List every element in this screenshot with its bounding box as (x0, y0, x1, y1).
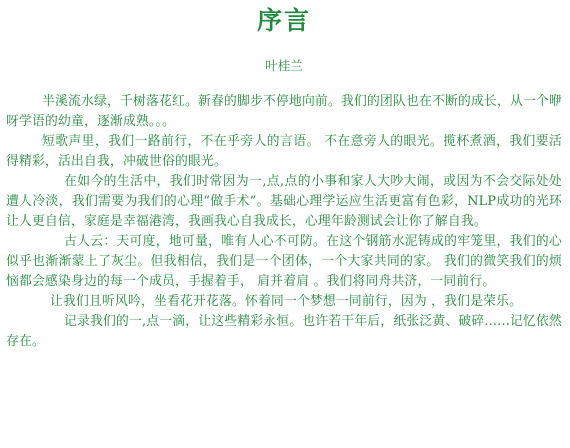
document-author: 叶桂兰 (265, 58, 303, 73)
paragraph: 短歌声里，我们一路前行，不在乎旁人的言语。 不在意旁人的眼光。揽杯煮酒，我们要活得精彩，活出自我，冲破世俗的眼光。 (6, 134, 562, 169)
paragraph: 让我们且听风吟，坐看花开花落。怀着同一个梦想一同前行，因为 ，我们是荣乐。 (50, 294, 523, 309)
paragraph: 在如今的生活中，我们时常因为一,点,点的小事和家人大吵大闹，或因为不会交际处处遭人冷淡，我们需要为我们的心理“做手术”。基础心理学运应生活更富有色彩，NLP成功的光环让人更自信，家庭是幸福港湾，我画我心自我成长，心理年龄测试会让你了解自我。 (6, 174, 562, 229)
document-body (6, 92, 562, 352)
paragraph: 记录我们的一,点一滴，让这些精彩永恒。也许若干年后，纸张泛黄、破碎......记忆依然存在。 (6, 314, 562, 349)
paragraph: 半溪流水绿，千树落花红。新春的脚步不停地向前。我们的团队也在不断的成长，从一个咿呀学语的幼童，逐渐成熟。。。 (6, 94, 562, 129)
document-title: 序言 (256, 6, 311, 35)
paragraph: 古人云：天可度，地可量，唯有人心不可防。在这个钢筋水泥铸成的牢笼里，我们的心似乎也渐渐蒙上了灰尘。但我相信，我们是一个团体，一个大家共同的家。 我们的微笑我们的烦恼都会感染身边的每一个成员，手握着手， 肩并着肩 。我们将同舟共济，一同前行。 (6, 234, 562, 289)
